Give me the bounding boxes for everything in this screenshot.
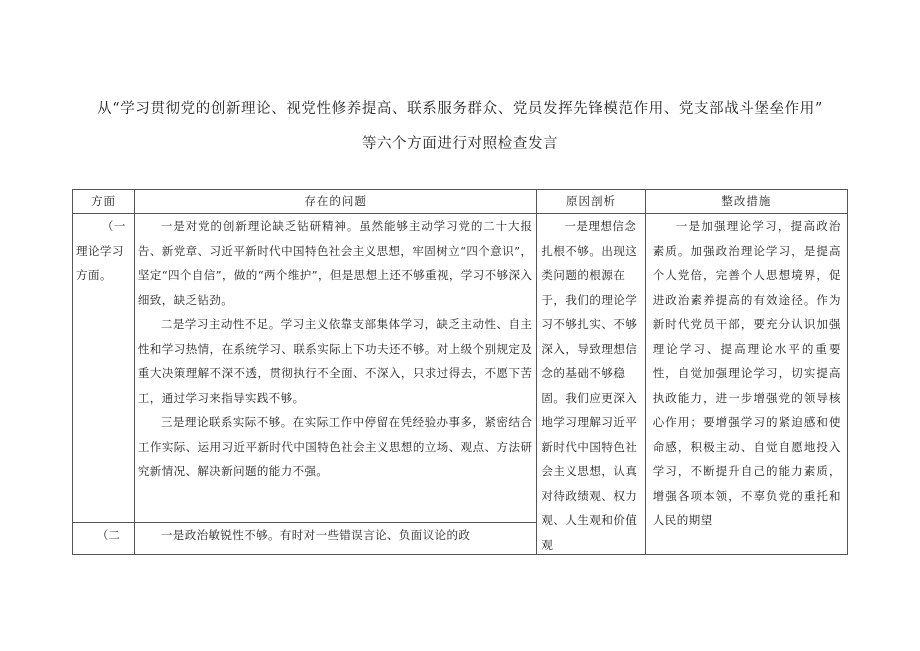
aspect-number: （一 [101, 219, 126, 233]
problems-cell [134, 214, 536, 523]
table-row [73, 214, 848, 523]
inspection-table [72, 189, 848, 555]
aspect-cell [73, 522, 135, 554]
document-title-line2: 等六个方面进行对照检查发言 [361, 136, 559, 152]
cause-cell [537, 214, 645, 555]
table-header-row [73, 190, 848, 214]
header-problems: 存在的问题 [134, 190, 536, 214]
aspect-cell [73, 214, 135, 523]
aspect-label: 理论学习方面。 [76, 243, 124, 282]
cause-text: 一是理想信念扎根不够。出现这类问题的根源在于，我们的理论学习不够扎实、不够深入，导致理想信念的基础不够稳固。我们应更深入地学习理解习近平新时代中国特色社会主义思想，认真对待政绩观、权力观、人生观和价值观 [541, 219, 638, 552]
document-title-line1: 从“学习贯彻党的创新理论、视党性修养提高、联系服务群众、党员发挥先锋模范作用、党支部战斗堡垒作用” [97, 101, 823, 117]
measures-cell [645, 214, 847, 555]
problems-cell [134, 522, 536, 554]
aspect-number: （二 [96, 527, 120, 542]
header-cause: 原因剖析 [537, 190, 645, 214]
problem-paragraph: 三是理论联系实际不够。在实际工作中停留在凭经验办事多，紧密结合工作实际、运用习近平新时代中国特色社会主义思想的立场、观点、方法研究新情况、解决新问题的能力不强。 [137, 415, 533, 478]
problem-paragraph: 一是对党的创新理论缺乏钻研精神。虽然能够主动学习党的二十大报告、新党章、习近平新时代中国特色社会主义思想，牢固树立“四个意识”，坚定“四个自信”，做的“两个维护”，但是思想上还不够重视，学习不够深入细致，缺乏钻劲。 [137, 219, 533, 307]
measure-text: 一是加强理论学习，提高政治素质。加强政治理论学习，是提高个人党倍，完善个人思想境界，促进政治素养提高的有效途径。作为新时代党员干部，要充分认识加强理论学习、提高理论水平的重要性，自觉加强理论学习，切实提高执政能力，进一步增强党的领导核心作用；要增强学习的紧迫感和使命感，积极主动、自觉自愿地投入学习，不断提升自己的能力素质，增强各项本领，不辜负党的重托和人民的期望 [652, 219, 841, 527]
header-aspect: 方面 [73, 190, 135, 214]
problem-paragraph: 一是政治敏锐性不够。有时对一些错误言论、负面议论的政 [160, 527, 471, 542]
header-measures: 整改措施 [645, 190, 847, 214]
problem-paragraph: 二是学习主动性不足。学习主义依靠支部集体学习，缺乏主动性、自主性和学习热情，在系统学习、联系实际上下功夫还不够。对上级个别规定及重大决策理解不深不透，贯彻执行不全面、不深入，只求过得去，不愿下苦工，通过学习来指导实践不够。 [137, 317, 533, 405]
